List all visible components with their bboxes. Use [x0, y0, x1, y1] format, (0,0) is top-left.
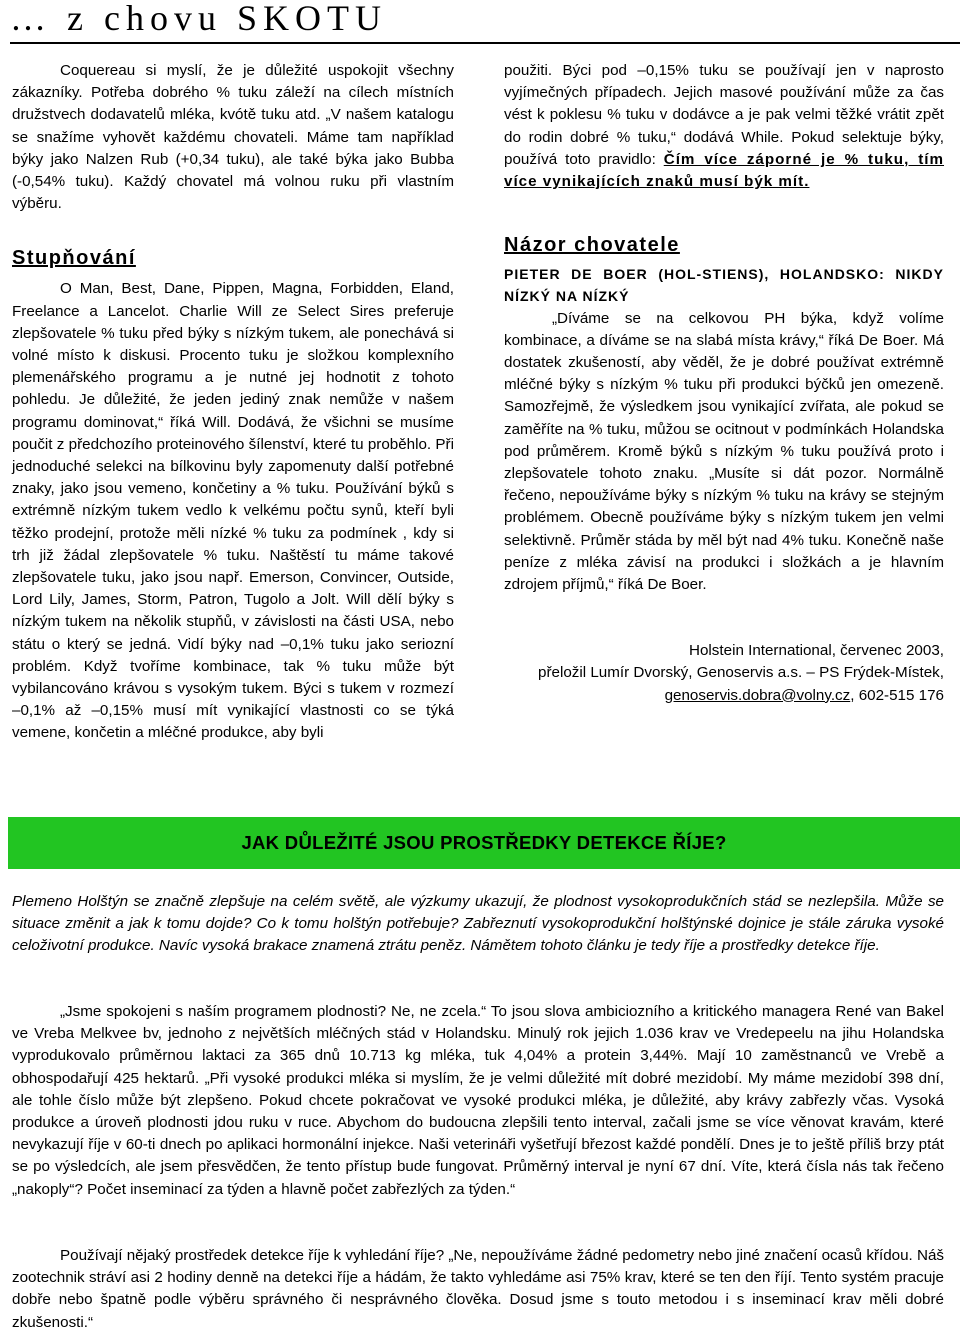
selection-rule: Čím více záporné je % tuku, tím více vynikajících znaků musí býk mít. [504, 150, 945, 191]
phone-number: , 602-515 176 [850, 686, 944, 704]
right-column [504, 60, 944, 707]
contact-line [504, 685, 944, 707]
left-column [12, 60, 454, 745]
breeder-quote: „Díváme se na celkovou PH býka, když volíme kombinace, a díváme se na slabá místa krávy,“ říká De Boer. Má dostatek zkušeností, aby věděl, že je dobré používat extrémně mléčné býky s nízkým % tuku při produkci býčků jen omezeně. Samozřejmě, že výsledkem jsou vynikající zvířata, ale pokud se zaměříte na % tuku, můžou se ocitnout v podmínkách Holandska pod průměrem. Kromě býků s nízkým % tuku používá proto i zlepšovatele tohoto znaku. „Musíte si dát pozor. Normálně řečeno, nepoužíváme býky s nízkým % tuku na krávy se stejným problémem. Obecně používáme býky s nízkým tukem jen velmi selektivně. Průměr stáda by měl být nad 4% tuku. Konečně naše peníze z mléka závisí na produkci i složkách a je hlavním zdrojem příjmů,“ říká De Boer. [504, 309, 944, 594]
page-header-title: … z chovu SKOTU [10, 0, 387, 38]
email-link[interactable]: genoservis.dobra@volny.cz [664, 686, 851, 704]
continuation-paragraph [504, 60, 944, 193]
translator-line: přeložil Lumír Dvorský, Genoservis a.s. – PS Frýdek-Místek, [538, 664, 944, 682]
section-heading-stupnovani: Stupňování [12, 247, 136, 270]
continuation-text: použiti. Býci pod –0,15% tuku se používají jen v naprosto vyjímečných případech. Jejich masové používání může za čas vést k poklesu % tuku v dodávce a je pak velmi těžké vrátit zpět do rodin dobré % tuku,“ dodává While. Pokud selektuje býky, používá toto pravidlo: [504, 62, 944, 168]
breeder-author: PIETER DE BOER (HOL-STIENS), HOLANDSKO: NIKDY NÍZKÝ NA NÍZKÝ [504, 266, 944, 305]
article-lead: Plemeno Holštýn se značně zlepšuje na celém světě, ale výzkumy ukazují, že plodnost vysokoprodukčních stád se nezlepšila. Může se situace změnit a jak k tomu dojde? Co k tomu holštýn potřebuje? Zabřeznutí vysokoprodukční holštýnské dojnice je stále záruka vysoké celoživotní produkce. Navíc vysoká brakace znamená ztrátu peněz. Námětem tohoto článku je tedy říje a prostředky detekce říje. [12, 893, 944, 955]
section-heading-nazor-chovatele: Názor chovatele [504, 234, 680, 257]
intro-paragraph: Coquereau si myslí, že je důležité uspokojit všechny zákazníky. Potřeba dobrého % tuku záleží na cílech místních družstvech dodavatelů mléka, kvótě tuku atd. „V našem katalogu se snažíme vyhovět každému chovateli. Máme tam například býky jako Nalzen Rub (+0,34 tuku), ale také býka jako Bubba (-0,54% tuku). Každý chovatel má volnou ruku při vlastním výběru. [12, 62, 454, 213]
header-rule [10, 42, 960, 44]
article-paragraph-1 [12, 1001, 944, 1201]
article-p2-text: Používají nějaký prostředek detekce říje k vyhledání říje? „Ne, nepoužíváme žádné pedometry nebo jiné značení ocasů křídou. Náš zootechnik stráví asi 2 hodiny denně na detekci říje a hádám, že takto vyhledáme asi 75% krav, které se ten den říjí. Tento systém pracuje dobře nebo špatně podle výběru správného či nesprávného člověka. Dosud jsme s touto metodou i s inseminací krav měli dobré zkušenosti.“ [12, 1247, 944, 1331]
article-banner [8, 817, 960, 869]
article-title: JAK DŮLEŽITÉ JSOU PROSTŘEDKY DETEKCE ŘÍJE? [241, 832, 727, 853]
source-line: Holstein International, červenec 2003, [689, 642, 944, 660]
article-p1-text: „Jsme spokojeni s naším programem plodnosti? Ne, ne zcela.“ To jsou slova ambiciozního a kritického managera René van Bakel ve Vreba Melkvee bv, jednoho z největších mléčných stád v Holandsku. Minulý rok jejich 1.036 krav ve Vredepeelu na jihu Holandska vyprodukovalo průměrnou laktaci za 365 dnů 10.713 kg mléka, tuk 4,04% a protein 3,44%. Mají 10 zaměstnanců ve Vrebě a obhospodařují 425 hektarů. „Při vysoké produkci mléka si myslím, že je velmi důležité mít dobré mezidobí. My máme mezidobí 398 dní, ale tohle číslo může být zlepšeno. Pokud chcete pokračovat ve vysoké produkci mléka, je důležité, aby krávy zabřezly včas. Vysoká produkce a úroveň plodnosti jdou ruku v ruce. Abychom do budoucna zlepšili tento interval, začali jsme se více věnovat kravám, které nevykazují říje v 60-ti dnech po aplikaci hormonální injekce. Naši veterináři vyšetřují březost každé pondělí. Dnes je to ještě příliš brzy ptát se po výsledcích, ale jsem přesvědčen, že tento přístup bude fungovat. Průměrný interval je nyní 67 dní. Víte, která čísla nás tak řečeno „nakoply“? Počet inseminací za týden a hlavně počet zabřezlých za týden.“ [12, 1003, 944, 1198]
stupnovani-paragraph: O Man, Best, Dane, Pippen, Magna, Forbidden, Eland, Freelance a Lancelot. Charlie Will ze Select Sires preferuje zlepšovatele % tuku před býky s nízkým tukem, ale ponechává si volné místo k diskusi. Procento tuku je složkou komplexního plemenářského programu a je nutné jej hodnotit z tohoto pohledu. Je důležité, že jeden jediný znak nemůže v našem programu dominovat,“ říká Will. Dodává, že všichni se musíme poučit z předchozího proteinového šílenství, které tu proběhlo. Při jednoduché selekci na bílkovinu byly zapomenuty další potřebné znaky, jako jsou vemeno, končetiny a % tuku. Používání býků s extrémně nízkým tukem vedlo k velkému počtu synů, kteří byli těžko prodejní, protože měli nízké % tuku za podmínek , kdy si trh již žádal zlepšovatele % tuku. Naštěstí tu máme takové zlepšovatele tuku, jako jsou např. Emerson, Convincer, Outside, Lord Lily, James, Storm, Patron, Tugolo a Jolt. Will dělí býky s nízkým tukem na několik stupňů, v závislosti na části USA, nebo státu o který se jedná. Vidí býky nad –0,1% tuku jako seriozní problém. Když tvoříme kombinace, tak % tuku může být vybilancováno krávou s vysokým tukem. Býci s tukem v rozmezí –0,1% až –0,15% musí mít vynikající vlastnosti co se týká vemene, končetin a mléčné produkce, aby byli [12, 280, 454, 742]
article-paragraph-2 [12, 1245, 944, 1334]
